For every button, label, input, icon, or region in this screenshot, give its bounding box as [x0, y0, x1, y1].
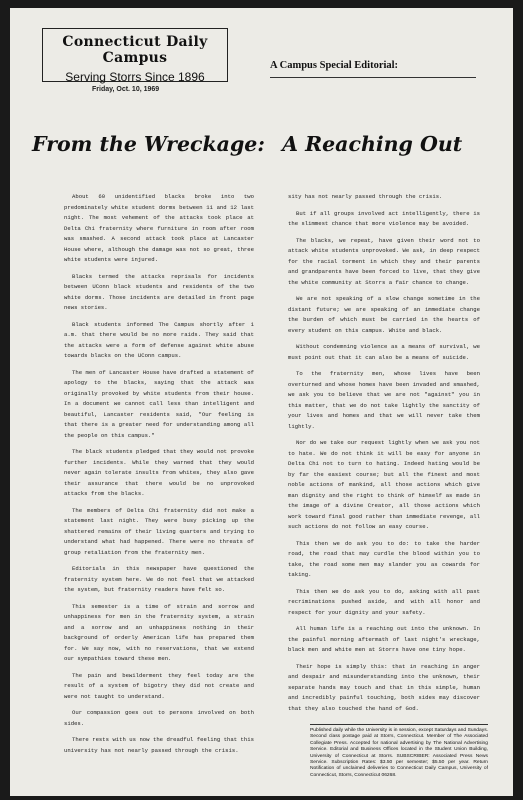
headline-left: From the Wreckage:: [32, 132, 265, 156]
editorial-paragraph: Without condemning violence as a means of survival, we must point out that it can also be a means of suicide.: [288, 343, 480, 361]
editorial-paragraph: The members of Delta Chi fraternity did not make a statement last night. They were busy picking up the shattered remains of their living quarters and trying to understand what had happened. There were no threats of group retaliation from the fraternity men.: [64, 506, 254, 556]
publication-info: Published daily while the University is in session, except Saturdays and Sundays. Second class postage paid at Storrs, Connecticut. Member of The Associated Collegiate Press. Accepted for national advertising by The National Advertising Service. Editorial and Business Offices located in the Student Union Building, University of Connecticut at Storrs. SUBSCRIBER: Associated Press News Service. Subscription Rates: $3.50 per semester; $5.50 per year. Return Notification of unclaimed deliveries to Connecticut Daily Campus, University of Connecticut, Storrs, Connecticut 06268.: [310, 728, 488, 778]
left-column: [64, 192, 254, 762]
editorial-paragraph: sity has not nearly passed through the crisis.: [288, 193, 443, 200]
editorial-paragraph: Nor do we take our request lightly when we ask you not to hate. We do not think it will be easy for anyone in Delta Chi not to turn to hating. Indeed hating would be by far the easiest course; but all the finest and most noble actions of mankind, all those actions which give man dignity and the right to think of himself as made in the image of a divine Creator, all those actions which work toward final good rather than immediate revenge, all such actions do not follow an easy course.: [288, 439, 480, 530]
editorial-paragraph: The blacks, we repeat, have given their word not to attack white students unprovoked. We ask, in deep respect for the racial torment in which they and their parents and grandparents have been forced to live, that they give the white community at Storrs a fair chance to change.: [288, 236, 480, 286]
editorial-paragraph: Their hope is simply this: that in reaching in anger and despair and misunderstanding into the unknown, their separate hands may touch and that in this simple, human and incredibly painful touching, both sides may discover that they also touched the hand of God.: [288, 662, 480, 712]
headline: [32, 132, 492, 156]
editorial-paragraph: This semester is a time of strain and sorrow and unhappiness for men in the fraternity system, a strain and a sorrow and an unhappiness nothing in their background of orderly American life has prepared them for. We say now, with no reservations, that we extend our sympathies toward these men.: [64, 602, 254, 662]
masthead-box: [42, 28, 228, 82]
editorial-paragraph: The men of Lancaster House have drafted a statement of apology to the blacks, saying that the attack was originally provoked by white students from their house. In a document we cannot call less than intelligent and beautiful, Lancaster residents said, "Our feeling is that there is a greater need for understanding among all the people on this campus.": [64, 368, 254, 439]
editorial-paragraph: This then we do ask you to do: to take the harder road, the road that may curdle the blood within you to take, the road some men may slander you as cowards for taking.: [288, 539, 480, 578]
editorial-paragraph: Blacks termed the attacks reprisals for incidents between UConn black students and residents of the two white dorms. Those incidents are detailed in front page news stories.: [64, 272, 254, 311]
editorial-paragraph: This then we do ask you to do, asking with all past recriminations pushed aside, and with all honor and respect for your dignity and your safety.: [288, 587, 480, 616]
editorial-paragraph: Our compassion goes out to persons involved on both sides.: [64, 709, 254, 727]
headline-right: A Reaching Out: [282, 132, 463, 156]
dateline: Friday, Oct. 10, 1969: [92, 86, 160, 93]
editorial-paragraph: But if all groups involved act intelligently, there is the slimmest chance that more violence may be avoided.: [288, 209, 480, 227]
masthead-subtitle: Serving Storrs Since 1896: [65, 70, 205, 84]
editorial-paragraph: Editorials in this newspaper have questioned the fraternity system here. We do not feel that we attacked the system, but fraternity readers have felt so.: [64, 565, 254, 593]
editorial-paragraph: To the fraternity men, whose lives have been overturned and whose homes have been invaded and smashed, we ask you to believe that we are not "against" you in this matter, that we do not take lightly the sanctity of your lives and homes and that we will never take them lightly.: [288, 370, 480, 430]
editorial-paragraph: All human life is a reaching out into the unknown. In the painful morning aftermath of last night's wreckage, black men and white men at Storrs have one tiny hope.: [288, 625, 480, 653]
newspaper-page: [10, 8, 513, 796]
kicker-underline: [270, 77, 476, 78]
editorial-paragraph: There rests with us now the dreadful feeling that this university has not nearly passed through the crisis.: [64, 736, 254, 754]
editorial-paragraph: The pain and bewilderment they feel today are the result of a system of bigotry they did not create and were not taught to understand.: [64, 671, 254, 700]
publication-rule: [310, 724, 488, 725]
masthead-title: Connecticut Daily Campus: [62, 34, 208, 66]
editorial-paragraph: The black students pledged that they would not provoke further incidents. While they warned that they would never again tolerate insults from whites, they also gave their assurance that there would be no unprovoked attacks from the blacks.: [64, 448, 254, 497]
editorial-paragraph: Black students informed The Campus shortly after 1 a.m. that there would be no more raids. They said that the attacks were a form of defense against white abuse towards blacks on the UConn campus.: [64, 320, 254, 359]
editorial-paragraph: We are not speaking of a slow change sometime in the distant future; we are speaking of an immediate change the burden of which must be carried in the hearts of every student on this campus. White and black.: [288, 295, 480, 334]
right-column: [288, 192, 480, 720]
editorial-kicker: A Campus Special Editorial:: [270, 60, 399, 71]
editorial-paragraph: About 60 unidentified blacks broke into two predominately white student dorms between 11 and 12 last night. The most vehement of the attacks took place at Delta Chi fraternity where furniture in room after room was smashed. A second attack took place at Lancaster House where, although the damage was not so great, three white students were injured.: [64, 193, 254, 263]
